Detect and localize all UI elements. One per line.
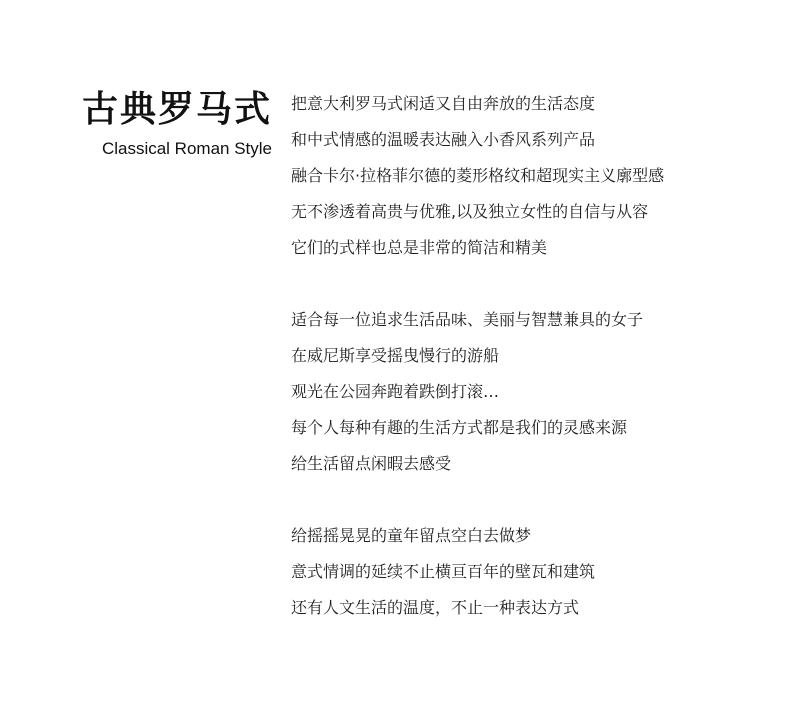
text-line: 意式情调的延续不止横亘百年的壁瓦和建筑 [291,562,596,581]
text-line: 在威尼斯享受摇曳慢行的游船 [291,346,500,365]
text-line: 融合卡尔·拉格菲尔德的菱形格纹和超现实主义廓型感 [291,166,665,185]
text-line: 把意大利罗马式闲适又自由奔放的生活态度 [291,94,596,113]
text-line: 给摇摇晃晃的童年留点空白去做梦 [291,526,532,545]
text-line: 适合每一位追求生活品味、美丽与智慧兼具的女子 [291,310,644,329]
text-line: 给生活留点闲暇去感受 [291,454,452,473]
text-line: 无不渗透着高贵与优雅,以及独立女性的自信与从容 [291,202,649,221]
paragraph-2 [291,302,781,482]
text-line: 还有人文生活的温度，不止一种表达方式 [291,598,580,617]
body-text [291,86,781,662]
text-line: 观光在公园奔跑着跌倒打滚… [291,382,500,401]
text-line: 和中式情感的温暖表达融入小香风系列产品 [291,130,596,149]
text-line: 它们的式样也总是非常的简洁和精美 [291,238,548,257]
title-block [0,88,272,160]
paragraph-3 [291,518,781,626]
text-line: 每个人每种有趣的生活方式都是我们的灵感来源 [291,418,628,437]
page-title: 古典罗马式 [81,89,272,130]
paragraph-1 [291,86,781,266]
page-subtitle: Classical Roman Style [101,139,272,158]
